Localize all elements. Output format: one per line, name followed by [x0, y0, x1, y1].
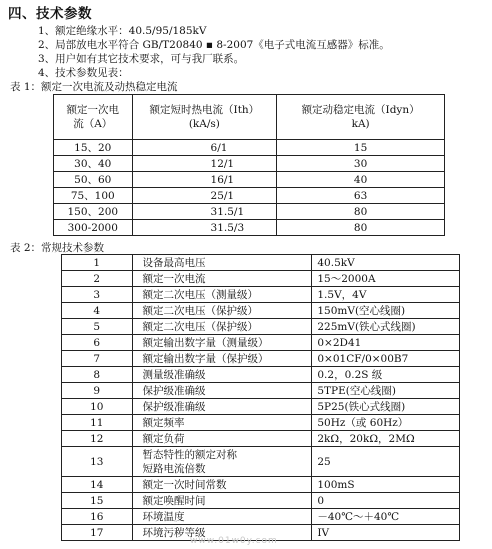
parameter-name-cell	[132, 255, 312, 271]
parameter-name-line: 额定输出数字量（保护级）	[142, 352, 269, 365]
row-number-cell: 13	[62, 447, 133, 477]
table-row	[62, 255, 460, 271]
parameter-value-cell: 1.5V，4V	[312, 287, 460, 303]
table1-header-dynamic-current	[277, 95, 445, 140]
row-number-cell: 9	[62, 383, 133, 399]
parameter-value-cell: 2kΩ，20kΩ，2MΩ	[312, 431, 460, 447]
table-row	[62, 287, 460, 303]
parameter-value-cell: 150mV(空心线圈)	[312, 303, 460, 319]
parameter-value-cell: 25	[312, 447, 460, 477]
parameter-value-cell: 0×01CF/0×00B7	[312, 351, 460, 367]
rated-current-table	[53, 94, 445, 236]
header-line: 额定动稳定电流（Idyn）	[301, 104, 420, 116]
parameter-value-cell: 0×2D41	[312, 335, 460, 351]
parameter-name-cell	[132, 493, 312, 509]
table-row	[62, 477, 460, 493]
thermal-current-cell: 16/1	[132, 172, 277, 188]
table-row	[62, 271, 460, 287]
thermal-current-cell: 25/1	[132, 188, 277, 204]
parameter-name-line: 暂态特性的额定对称	[142, 448, 238, 461]
table-row	[54, 172, 445, 188]
parameter-value-cell: 0	[312, 493, 460, 509]
header-line: (kA/s)	[188, 118, 220, 130]
parameter-name-line: 测量级准确级	[142, 368, 206, 381]
thermal-current-cell: 31.5/3	[132, 220, 277, 236]
table-row	[54, 220, 445, 236]
parameter-value-cell: 225mV(铁心式线圈)	[312, 319, 460, 335]
parameter-name-line: 环境污秽等级	[142, 526, 206, 539]
parameter-value-cell: IV	[312, 525, 460, 541]
parameter-value-cell: －40℃～＋40℃	[312, 509, 460, 525]
parameter-name-cell	[132, 335, 312, 351]
row-number-cell: 2	[62, 271, 133, 287]
parameter-name-cell	[132, 415, 312, 431]
parameter-name-line: 环境温度	[142, 510, 185, 523]
parameter-name-cell	[132, 447, 312, 477]
parameter-name-cell	[132, 319, 312, 335]
parameter-name-cell	[132, 287, 312, 303]
parameter-value-cell: 15～2000A	[312, 271, 460, 287]
table-row	[62, 447, 460, 477]
header-line: 额定一次电	[66, 104, 120, 116]
parameter-name-cell	[132, 303, 312, 319]
primary-current-cell: 15、20	[54, 140, 133, 156]
parameter-name-cell	[132, 477, 312, 493]
dynamic-current-cell: 80	[277, 220, 445, 236]
header-line: 额定短时热电流（Ith）	[149, 104, 260, 116]
parameter-name-line: 额定二次电压（测量级）	[142, 288, 259, 301]
row-number-cell: 12	[62, 431, 133, 447]
parameter-name-cell	[132, 367, 312, 383]
section-title: 四、技术参数	[8, 6, 92, 22]
row-number-cell: 15	[62, 493, 133, 509]
paragraph-partial-discharge: 2、局部放电水平符合 GB/T20840 ▪ 8-2007《电子式电流互感器》标准。	[38, 39, 390, 51]
table-row	[62, 303, 460, 319]
primary-current-cell: 300-2000	[54, 220, 133, 236]
table-row	[62, 509, 460, 525]
paragraph-contact: 3、用户如有其它技术要求，可与我厂联系。	[38, 53, 245, 65]
row-number-cell: 11	[62, 415, 133, 431]
table-row	[62, 367, 460, 383]
row-number-cell: 17	[62, 525, 133, 541]
parameter-value-cell: 40.5kV	[312, 255, 460, 271]
parameter-name-line: 额定唤醒时间	[142, 494, 206, 507]
paragraph-see-tables: 4、技术参数见表：	[38, 67, 129, 79]
table-row	[62, 319, 460, 335]
row-number-cell: 1	[62, 255, 133, 271]
parameter-name-line: 额定一次电流	[142, 272, 206, 285]
parameter-name-line: 设备最高电压	[142, 256, 206, 269]
row-number-cell: 8	[62, 367, 133, 383]
table1-caption: 表 1：额定一次电流及动热稳定电流	[10, 81, 178, 93]
parameter-name-line: 额定负荷	[142, 432, 185, 445]
parameter-value-cell: 100mS	[312, 477, 460, 493]
parameter-name-line: 额定输出数字量（测量级）	[142, 336, 269, 349]
row-number-cell: 16	[62, 509, 133, 525]
row-number-cell: 5	[62, 319, 133, 335]
primary-current-cell: 75、100	[54, 188, 133, 204]
parameter-name-cell	[132, 383, 312, 399]
parameter-name-line: 保护级准确级	[142, 400, 206, 413]
row-number-cell: 10	[62, 399, 133, 415]
row-number-cell: 6	[62, 335, 133, 351]
watermark: www.01w0y.com	[190, 536, 278, 546]
parameter-value-cell: 5P25(铁心式线圈)	[312, 399, 460, 415]
table1-header-primary-current	[54, 95, 133, 140]
table-row	[62, 493, 460, 509]
parameter-name-line: 保护级准确级	[142, 384, 206, 397]
dynamic-current-cell: 80	[277, 204, 445, 220]
parameter-name-cell	[132, 271, 312, 287]
thermal-current-cell: 12/1	[132, 156, 277, 172]
row-number-cell: 4	[62, 303, 133, 319]
table-row	[54, 140, 445, 156]
table1-header-row	[54, 95, 445, 140]
parameter-name-line: 额定二次电压（保护级）	[142, 320, 259, 333]
table-row	[62, 415, 460, 431]
table-row	[54, 156, 445, 172]
dynamic-current-cell: 63	[277, 188, 445, 204]
thermal-current-cell: 31.5/1	[132, 204, 277, 220]
parameter-name-cell	[132, 431, 312, 447]
table2-caption: 表 2：常规技术参数	[10, 242, 105, 254]
primary-current-cell: 50、60	[54, 172, 133, 188]
parameter-value-cell: 50Hz（或 60Hz）	[312, 415, 460, 431]
parameter-name-line: 额定二次电压（保护级）	[142, 304, 259, 317]
parameter-name-cell	[132, 399, 312, 415]
header-line: kA)	[351, 118, 370, 130]
primary-current-cell: 30、40	[54, 156, 133, 172]
table-row	[54, 204, 445, 220]
thermal-current-cell: 6/1	[132, 140, 277, 156]
parameter-value-cell: 0.2，0.2S 级	[312, 367, 460, 383]
parameter-name-line: 额定一次时间常数	[142, 478, 227, 491]
dynamic-current-cell: 40	[277, 172, 445, 188]
dynamic-current-cell: 15	[277, 140, 445, 156]
table-row	[62, 351, 460, 367]
table-row	[62, 335, 460, 351]
dynamic-current-cell: 30	[277, 156, 445, 172]
parameter-name-cell	[132, 509, 312, 525]
parameter-name-line: 额定频率	[142, 416, 185, 429]
header-line: 流（A）	[73, 118, 113, 130]
technical-parameters-table	[61, 254, 460, 541]
row-number-cell: 14	[62, 477, 133, 493]
parameter-value-cell: 5TPE(空心线圈)	[312, 383, 460, 399]
table-row	[54, 188, 445, 204]
table-row	[62, 399, 460, 415]
primary-current-cell: 150、200	[54, 204, 133, 220]
row-number-cell: 3	[62, 287, 133, 303]
row-number-cell: 7	[62, 351, 133, 367]
parameter-name-cell	[132, 351, 312, 367]
parameter-name-line: 短路电流倍数	[142, 462, 206, 475]
paragraph-insulation-level: 1、额定绝缘水平：40.5/95/185kV	[38, 25, 207, 37]
table-row	[62, 383, 460, 399]
table1-header-thermal-current	[132, 95, 277, 140]
table-row	[62, 431, 460, 447]
